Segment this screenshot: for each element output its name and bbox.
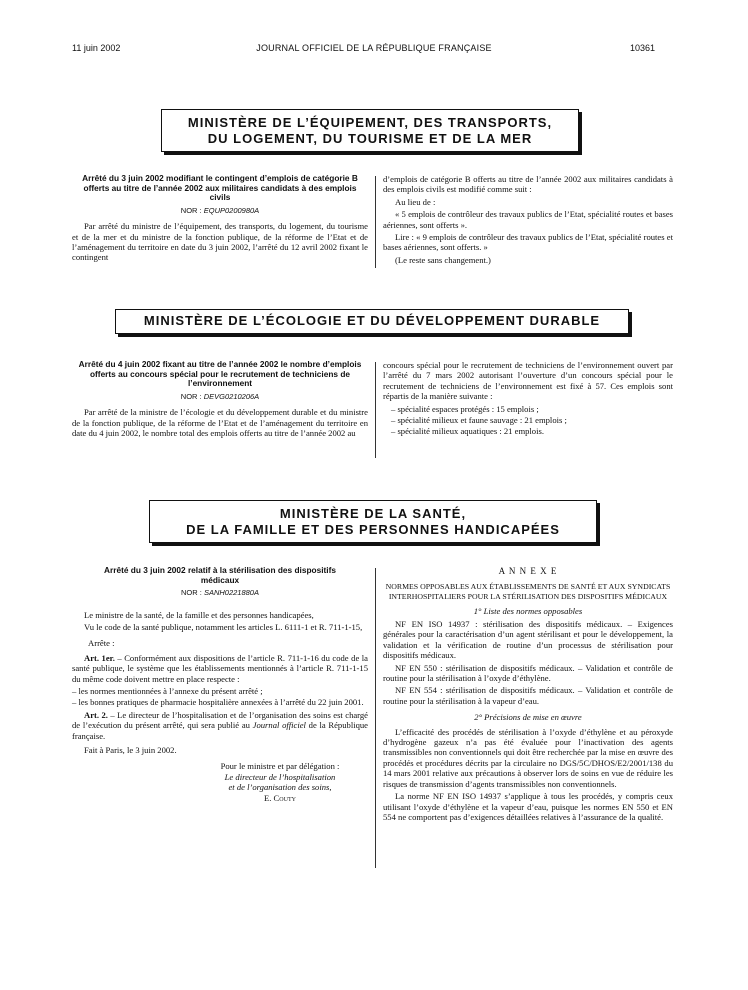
norm-entry: NF EN 554 : stérilisation de dispositifs médicaux. – Validation et contrôle de routine pour la stérilisation à la vapeur d’eau. — [383, 685, 673, 706]
decree-paragraph: Par arrêté de la ministre de l’écologie et du développement durable et du ministre de la fonction publique, de la réforme de l’Etat et de l’aménagement du territoire en date du 4 juin 2002, le nombre total des emplois offerts au titre de l’année 2002 au — [72, 407, 368, 438]
decree-paragraph: d’emplois de catégorie B offerts au titre de l’année 2002 aux militaires candidats à des emplois civils est modifié comme suit : — [383, 174, 673, 195]
annex-title: A N N E X E — [498, 566, 558, 576]
list-item: – spécialité espaces protégés : 15 emplois ; — [391, 403, 539, 414]
article-label: Art. 1er. — [84, 652, 115, 663]
preamble-vu: Vu le code de la santé publique, notamment les articles L. 6111-1 et R. 711-1-15, — [84, 622, 363, 632]
nor-reference — [72, 206, 368, 216]
au-lieu-label: Au lieu de : — [395, 196, 436, 207]
ministry-box-sante — [149, 500, 597, 543]
norm-entry: NF EN ISO 14937 : stérilisation des dispositifs médicaux. – Exigences générales pour la caractérisation d’un agent stérilisant et pour le développement, la validation et la vérification de routine d’un processus de stérilisation pour dispositifs médicaux. — [383, 619, 673, 661]
ministry-name-line2: DU LOGEMENT, DU TOURISME ET DE LA MER — [207, 131, 533, 146]
article-label: Art. 2. — [84, 709, 108, 720]
ministry-name-line2: DE LA FAMILLE ET DES PERSONNES HANDICAPÉES — [186, 522, 560, 537]
annex-heading-1: 1° Liste des normes opposables — [473, 605, 583, 616]
signatory-name: E. Couty — [264, 792, 296, 803]
signature-line: Pour le ministre et par délégation : — [220, 761, 340, 772]
ministry-name-line1: MINISTÈRE DE L’ÉQUIPEMENT, DES TRANSPORTS, — [187, 115, 553, 130]
column-divider — [375, 176, 376, 268]
annex-heading-2: 2° Précisions de mise en œuvre — [474, 712, 582, 723]
column-divider — [375, 568, 376, 868]
nor-label: NOR : — [181, 588, 202, 598]
ministry-box-equipement — [161, 109, 579, 152]
list-item: – spécialité milieux aquatiques : 21 emplois. — [391, 426, 544, 437]
nor-code: EQUP0200980A — [203, 205, 260, 215]
article-1 — [72, 653, 368, 684]
section1-right-column — [383, 174, 673, 267]
list-item: – les bonnes pratiques de pharmacie hospitalière annexées à l’arrêté du 22 juin 2001. — [72, 697, 364, 708]
decree-title: Arrêté du 4 juin 2002 fixant au titre de l’année 2002 le nombre d’emplois offerts au concours spécial pour le recrutement de techniciens de l’environnement — [78, 359, 362, 389]
implementation-paragraph: La norme NF EN ISO 14937 s’applique à tous les procédés, y compris ceux utilisant l’oxyde d’éthylène et la vapeur d’eau, puisque les normes EN 550 et EN 554 ne comportent pas d’exigences détaillées relatives à l’assurance de la qualité. — [383, 791, 673, 822]
nor-reference — [72, 392, 368, 402]
header-page-number: 10361 — [629, 43, 655, 53]
section2-left-column — [72, 360, 368, 440]
ministry-box-ecologie — [115, 309, 629, 334]
decree-title: Arrêté du 3 juin 2002 modifiant le contingent d’emplois de catégorie B offerts au titre de l’année 2002 aux militaires candidats à des emplois civils — [82, 173, 358, 203]
nor-reference — [72, 588, 368, 598]
section2-right-column — [383, 360, 673, 439]
article-text: – Le directeur de l’hospitalisation et de l’organisation des soins est chargé de l’exécution du présent arrêté, qui sera publié au — [72, 709, 368, 731]
quoted-text: « 5 emplois de contrôleur des travaux publics de l’Etat, spécialité routes et bases aériennes, sont offerts ». — [383, 209, 673, 230]
article-text: – Conformément aux dispositions de l’article R. 711-1-16 du code de la santé publique, le système que les établissements mentionnés à l’article R. 711-1-15 du même code doivent mettre en place respecte : — [72, 652, 368, 684]
list-item: – spécialité milieux et faune sauvage : 21 emplois ; — [391, 415, 567, 426]
specialty-list — [391, 404, 673, 437]
decree-title: Arrêté du 3 juin 2002 relatif à la stérilisation des dispositifs médicaux — [104, 565, 336, 585]
nor-label: NOR : — [180, 205, 202, 215]
ministry-name: MINISTÈRE DE L’ÉCOLOGIE ET DU DÉVELOPPEMENT DURABLE — [143, 313, 601, 328]
header-journal-title: JOURNAL OFFICIEL DE LA RÉPUBLIQUE FRANÇAISE — [256, 43, 492, 53]
section3-left-column — [72, 566, 368, 803]
column-divider — [375, 362, 376, 458]
annex-subtitle: NORMES OPPOSABLES AUX ÉTABLISSEMENTS DE SANTÉ ET AUX SYNDICATS INTERHOSPITALIERS POUR LA STÉRILISATION DES DISPOSITIFS MÉDICAUX — [385, 582, 671, 601]
ministry-name-line1: MINISTÈRE DE LA SANTÉ, — [279, 506, 467, 521]
signature-block — [192, 761, 368, 803]
nor-label: NOR : — [180, 391, 202, 401]
section3-right-column — [383, 566, 673, 824]
decree-paragraph: concours spécial pour le recrutement de techniciens de l’environnement ouvert par l’arrêté du 7 mars 2002 autorisant l’ouverture d’un concours spécial pour le recrutement de techniciens de l’environnement est fixé à 57. Ces emplois sont répartis de la manière suivante : — [383, 360, 673, 402]
journal-name: Journal officiel — [252, 720, 306, 731]
arrete-label: Arrête : — [88, 638, 115, 649]
nor-code: DEVG0210206A — [203, 391, 260, 401]
replacement-text: Lire : « 9 emplois de contrôleur des travaux publics de l’Etat, spécialité routes et bases aériennes, sont offerts. » — [383, 232, 673, 253]
implementation-paragraph: L’efficacité des procédés de stérilisation à l’oxyde d’éthylène et au péroxyde d’hydrogène gazeux n’a pas été évaluée pour l’inactivation des agents transmissibles non conventionnels qui doit être recherchée par la mise en œuvre des procédés et procédures décrits par la circulaire no DGS/5C/DHOS/E2/2001/138 du 14 mars 2001 relative aux précautions à observer lors de soins en vue de réduire les risques de transmission d’agents transmissibles non conventionnels. — [383, 726, 673, 789]
place-date: Fait à Paris, le 3 juin 2002. — [84, 745, 177, 756]
decree-paragraph: Par arrêté du ministre de l’équipement, des transports, du logement, du tourisme et de la mer et du ministre de la fonction publique, de la réforme de l’Etat et de l’aménagement du territoire en date du 3 juin 2002, l’arrêté du 12 avril 2002 fixant le contingent — [72, 221, 368, 263]
article-1-list — [72, 686, 368, 708]
signature-line: et de l’organisation des soins, — [228, 782, 332, 793]
signature-line: Le directeur de l’hospitalisation — [224, 771, 336, 782]
article-text: de la République française. — [72, 720, 369, 741]
norm-entry: NF EN 550 : stérilisation de dispositifs médicaux. – Validation et contrôle de routine pour la stérilisation à l’oxyde d’éthylène. — [383, 662, 673, 684]
preamble-minister: Le ministre de la santé, de la famille et des personnes handicapées, — [84, 609, 314, 620]
nor-code: SANH0221880A — [203, 588, 259, 598]
article-2 — [72, 710, 368, 741]
rest-unchanged-note: (Le reste sans changement.) — [395, 254, 491, 265]
section1-left-column — [72, 174, 368, 265]
list-item: – les normes mentionnées à l’annexe du présent arrêté ; — [72, 686, 263, 697]
header-date: 11 juin 2002 — [72, 43, 121, 53]
